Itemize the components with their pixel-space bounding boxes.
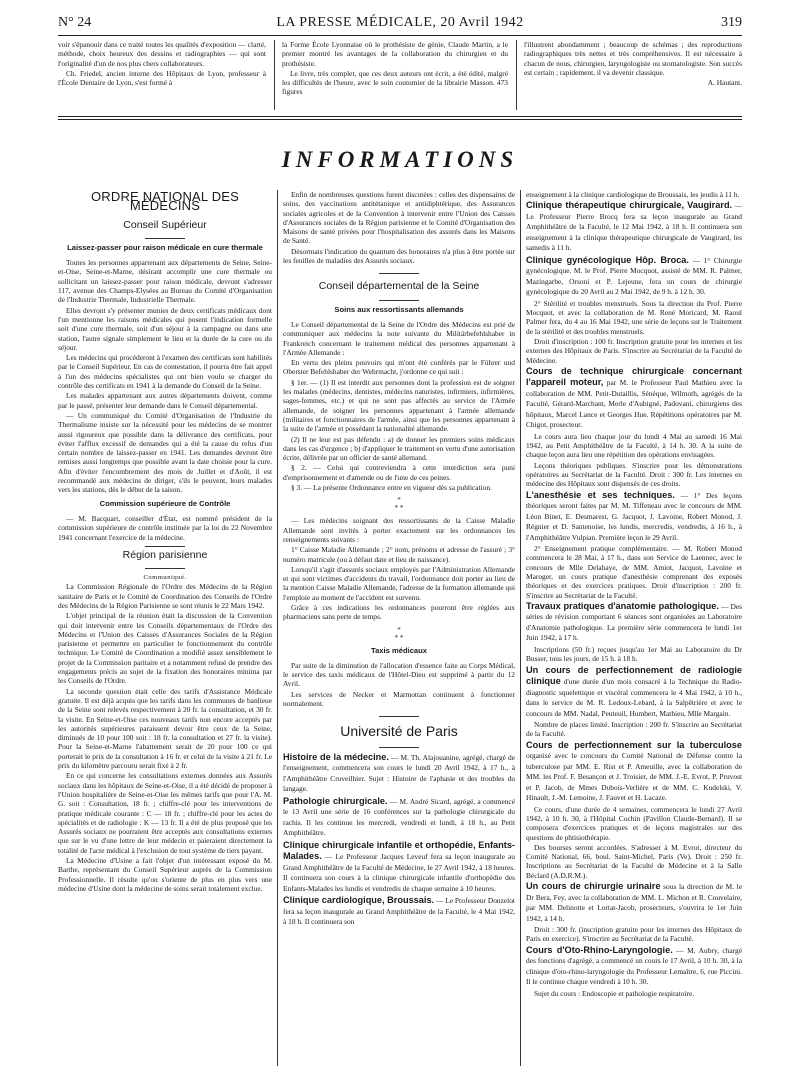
paragraph: 2° Enseignement pratique complémentaire. — M. Robert Monod commencera le 28 Mai, à 17 h., dans son Service de Laennec, avec le concours de Mlle Delahaye, de MM. Amiot, Jacquot, Lavoine et Maroger, un cours pratique d'anesthésie comprenant des exposés théoriques et des exercices pratiques. Droit d'inscription : 200 fr. S'inscrire au Secrétariat de la Faculté.: [526, 544, 742, 600]
paragraph: Droit d'inscription : 100 fr. Inscription gratuite pour les internes et les externes des Hôpitaux de Paris. S'inscrire au Secrétariat de la Faculté de Médecine.: [526, 336, 742, 365]
paragraph: — Un communiqué du Comité d'Organisation de l'Industrie du Thermalisme insiste sur la nécessité pour les médecins de se montrer aussi rigoureux que possible dans la délivrance des certificats, pour éviter l'afflux excessif de demandes qui a été la cause du refus d'un certain nombre de laissez-passer en 1941. Les demandes devront être remises aussi longtemps que possible avant la date choisie pour la cure. Afin d'éviter l'encombrement des mois de Juillet et d'Août, il est recommandé aux médecins de diriger, s'ils le peuvent, leurs malades vers les stations, dès le début de la saison.: [58, 410, 272, 495]
course-title: Un cours de chirurgie urinaire: [526, 881, 661, 891]
journal-title: LA PRESSE MÉDICALE, 20 Avril 1942: [276, 15, 524, 30]
course-text: — M. André Sicard, agrégé, a commencé le 13 Avril une série de 16 conférences sur la pathologie chirurgicale du rachis. Il les continue les mercredi, vendredi et lundi, à 18 h., au Petit Amphithéâtre.: [283, 796, 515, 838]
universite-heading: Université de Paris: [340, 723, 458, 740]
region-parisienne-heading: Région parisienne: [122, 548, 208, 561]
paragraph: Nombre de places limité. Inscription : 200 fr. S'inscrire au Secrétariat de la Faculté.: [526, 720, 742, 739]
course-title: Clinique gynécologique Hôp. Broca.: [526, 254, 689, 265]
course-title: Cours de perfectionnement sur la tuberculose: [526, 739, 742, 750]
course-title: L'anesthésie et ses techniques.: [526, 489, 675, 500]
paragraph: Les médecins qui procéderont à l'examen des certificats sont habilités par le Conseil Supérieur. En cas de contestation, il pourra être fait appel à l'un des médecins spécialistes qui ont bien voulu se charger du contrôle des certificats en 1941 à la demande du Conseil de la Seine.: [58, 353, 272, 391]
column-divider: [520, 190, 521, 1066]
separator-asterisks: * * *: [394, 625, 404, 642]
short-rule: [379, 716, 419, 717]
top-col-1-text-b: Ch. Friedel, ancien interne des Hôpitaux de Lyon, professeur à l'École Dentaire de Lyon, s'est formé à: [58, 68, 266, 88]
section-rule: [58, 116, 742, 117]
paragraph: Sujet du cours : Endoscopie et pathologie respiratoire.: [534, 988, 695, 998]
paragraph: Le cours aura lieu chaque jour du lundi 4 Mai au samedi 16 Mai 1942, au Petit Amphithéâtre de la Faculté, à 14 h. 30. A la suite de chaque leçon aura lieu une répétition des opérations envisagées.: [526, 431, 742, 460]
laissez-passer-heading: Laissez-passer pour raison médicale en cure thermale: [67, 242, 263, 252]
course-text: — 1° Des leçons théoriques seront faites par M. M. Tiffeneau avec le concours de MM. Léon Binet, E. Desmarest, G. Jacquot, J. Lavoine, Robert Monod, J. Régnier et D. Santenoise, les lundis, mercredis, vendredis, à 16 h., à l'Amphithéâtre Vulpian. Première leçon le 29 Avril.: [526, 490, 742, 542]
paragraph: Leçons théoriques publiques. S'inscrire pour les démonstrations opératoires au Secrétariat de la Faculté. Droit : 300 fr. Les internes en médecine des Hôpitaux sont dispensés de ces droits.: [526, 460, 742, 489]
course-title: Cours de technique chirurgicale concernant l'appareil moteur,: [526, 365, 742, 388]
paragraph: Les services de Necker et Marmottan continuent à fonctionner normalement.: [283, 689, 515, 709]
course-title: Un cours de perfectionnement de radiologie clinique: [526, 664, 742, 687]
course-text: — Des séries de révision comportant 6 séances sont organisées au Laboratoire d'Anatomie pathologique. La première série commencera le lundi 1er Juin 1942, à 17 h.: [526, 601, 742, 643]
course-title: Cours d'Oto-Rhino-Laryngologie.: [526, 944, 673, 955]
course-text: — Le Professeur Jacques Leveuf fera sa leçon inaugurale au Grand Amphithéâtre de la Faculté de Médecine, le 27 Avril 1942, à 18 heures. Il continuera son cours à la clinique chirurgicale infantile d'orthopédie des Enfants-Malades les lundis et vendredis de chaque semaine à 10 heures.: [283, 852, 515, 893]
separator-asterisks: * * *: [394, 496, 404, 513]
middle-column: [283, 190, 515, 1066]
taxis-heading: Taxis médicaux: [371, 645, 427, 655]
paragraph: Toutes les personnes appartenant aux départements de Seine, Seine-et-Oise, Seine-et-Marne, désirant accomplir une cure thermale ou sollicitant un laissez-passer pour raison médicale, devront s'adresser 117, avenue des Champs-Elysées au Bureau du Comité d'Organisation de l'Industrie Thermale, Industrielle Thermale.: [58, 258, 272, 305]
page-number: 319: [721, 15, 742, 30]
paragraph: Par suite de la diminution de l'allocation d'essence faite au Corps Médical, le service des taxis médicaux de l'Hôtel-Dieu est supprimé à partir du 12 Avril.: [283, 660, 515, 689]
conseil-superieur-heading: Conseil Supérieur: [123, 218, 207, 231]
course-text: d'une durée d'un mois consacré à la Technique du Radio-diagnostic squelettique et viscéral commencera le 4 Mai 1942, à 10 h., dans le service de M. R. Ledoux-Lebard, à la Salpêtrière et avec le concours de MM. Nadal, Peuteuil, Humbert, Mathieu, Mlle Margain.: [526, 677, 742, 718]
communique-label: Communiqué.: [143, 574, 187, 582]
paragraph: Désormais l'indication du quantum des honoraires n'a plus à être portée sur les feuilles de maladies des Assurés sociaux.: [283, 246, 515, 266]
paragraph: En vertu des pleins pouvoirs qui m'ont été conférés par le Führer und Oberster Befehlshaber der Wehrmacht, j'ordonne ce qui suit :: [283, 358, 515, 377]
column-divider: [277, 190, 278, 1066]
left-column: [58, 190, 272, 1066]
paragraph: La Médecine d'Usine a fait l'objet d'un intéressant exposé du M. Barthe, représentant du Conseil Supérieur auprès de la Commission Professionnelle. Il résulte qu'on s'oriente de plus en plus vers une médecine d'Usine dont la médecine de soins serait totalement exclue.: [58, 856, 272, 893]
paragraph: § 3. — La présente Ordonnance entre en vigueur dès sa publication.: [291, 483, 492, 493]
course-title: Clinique chirurgicale infantile et orthopédie, Enfants-Malades.: [283, 839, 515, 862]
course-text: — M. Aubry, chargé des fonctions d'agrégé, a commencé un cours le 17 Avril, à 10 h. 30, à la clinique d'oto-rhino-laryngologie du Professeur Lemaître, 6, rue Piccini. Il le continue chaque vendredi à 10 h. 30.: [526, 945, 742, 987]
paragraph: § 1er. — (1) Il est interdit aux personnes dont la profession est de soigner les malades (médecins, dentistes, médecins naturistes, infirmiers, infirmières, sages-femmes, etc.) et qui ne sont pas affectés au service de l'Armée allemande, de soigner les personnes appartenant à l'armée allemande (militaires et fonctionnaires de l'armée, ainsi que les personnes appartenant à la suite de l'armée et possédant la nationalité allemande.: [283, 377, 515, 434]
short-rule: [145, 238, 185, 239]
paragraph: La seconde question était celle des tarifs d'Assistance Médicale gratuite. Il est déjà acquis que les tarifs dans les communes de banlieue de la Seine sont relevés respectivement à 20 fr. la consultation, et 30 fr. la visite. En Seine-et-Oise ces nouveaux tarifs non encore acceptés par les autorités supérieures paraissent devoir être ceux de la Seine, diminués de 10 pour 100 soit : 18 fr. la consultation et 27 fr. la visite). Pour la Seine-et-Marne l'abattement serait de 20 pour 100 ce qui porterait le prix de la consultation à 16 fr. et celui de la visite à 21 fr. Le prix du kilomètre parcouru serait fixé à 2 fr.: [58, 686, 272, 771]
course-title: Pathologie chirurgicale.: [283, 795, 388, 806]
top-col-3: [524, 40, 742, 110]
paragraph: (2) Il ne leur est pas défendu : a) de donner les premiers soins médicaux dans les cas d'urgence ; b) d'appliquer le traitement en vertu d'une autorisation écrite, délivrée par un officier de santé allemand.: [283, 434, 515, 463]
short-rule: [145, 568, 185, 569]
paragraph: Ce cours, d'une durée de 4 semaines, commencera le lundi 27 Avril 1942, à 10 h. 30, à l'Hôpital Cochin (Pavillon Claude-Bernard). Il se composera d'exercices pratiques et de leçons magistrales sur des questions de phtisiothérapie.: [526, 804, 742, 842]
course-text: par M. le Professeur Paul Mathieu avec la collaboration de MM. Petit-Dutaillis, Sénèque, Wilmoth, agrégés de la Faculté, Gérard-Marchant, Merle d'Aubigné, Padovani, chirurgiens des hôpitaux, Marcel Lance et Georges Hue. Répétitions opératoires par M. Chigot, prosecteur.: [526, 378, 742, 430]
paragraph: Le Conseil départemental de la Seine de l'Ordre des Médecins est prié de communiquer aux médecins la note suivante du Militärbefehlshaber in Frankreich concernant le traitement médical des personnes appartenant à l'Armée Allemande :: [283, 319, 515, 357]
commission-heading: Commission supérieure de Contrôle: [99, 498, 231, 508]
paragraph: La Commission Régionale de l'Ordre des Médecins de la Région sanitaire de Paris et le Comité de Coordination des Conseils de l'Ordre des Médecins de la Région Parisienne se sont réunis le 22 Mars 1942.: [58, 582, 272, 610]
top-col-2-text: la Forme École Lyonnaise où le prothésiste de génie, Claude Martin, a le premier montré les avantages de la collaboration du chirurgien et du prothésiste.: [282, 40, 508, 68]
paragraph: — Les médecins soignant des ressortissants de la Caisse Maladie Allemande sont invités à porter exactement sur les ordonnances les renseignements suivants :: [283, 516, 515, 544]
soins-heading: Soins aux ressortissants allemands: [334, 304, 464, 314]
course-title: Travaux pratiques d'anatomie pathologique.: [526, 600, 719, 611]
page-header: [58, 13, 742, 33]
issue-number: N° 24: [58, 15, 92, 30]
course-text: — 1° Chirurgie gynécologique. M. le Prof. Pierre Mocquot, assisté de MM. R. Palmer, Mazingarbe, Orsoni et P. Lejeune, fera un cours de chirurgie gynécologique du 20 Avril au 2 Mai 1942, de 9 h. à 12 h. 30.: [526, 255, 742, 297]
ordre-heading: ORDRE NATIONAL DES MÉDECINS: [90, 190, 240, 214]
paragraph: Droit : 300 fr. (inscription gratuite pour les internes des Hôpitaux de Paris en exercice). S'inscrire au Secrétariat de la Faculté.: [526, 925, 742, 944]
right-column: [526, 190, 742, 1066]
course-text: organisé avec le concours du Comité National de Défense contre la tuberculose par MM. E. Rist et P. Ameuille, avec la collaboration de MM. les Prof. F. Besançon et J. Troisier, de MM. J.-E. Evrot, P. Pruvost et P. Jacob, de Mmes Dubois-Verlière et de MM. C. Kudelski, V. Hinault, J.-M. Lemoine, J. Fauvet et H. Lacaze.: [526, 751, 742, 803]
paragraph: Lorsqu'il s'agit d'assurés sociaux employés par l'Administration Allemande et qui sont victimes d'accidents du travail, l'ordonnance doit porter au lieu de la mention Caisse Maladie Allemande, l'adresse de la formation allemande qui l'emploie au moment de l'accident est survenu.: [283, 564, 515, 602]
short-rule: [379, 273, 419, 274]
column-divider: [274, 40, 275, 110]
top-col-1: [58, 40, 266, 110]
short-rule: [379, 300, 419, 301]
course-text: — Le Professeur Pierre Brocq fera sa leçon inaugurale au Grand Amphithéâtre de la Faculté, le 12 Mai 1942, à 18 h. Il continuera son enseignement à la clinique thérapeutique chirurgicale de Vaugirard, les samedis à 11 h.: [526, 201, 742, 253]
column-divider: [516, 40, 517, 110]
header-rule: [58, 35, 742, 36]
section-title: INFORMATIONS: [281, 147, 519, 172]
paragraph: Grâce à ces indications les ordonnances pourront être réglées aux pharmaciens sans perte de temps.: [283, 602, 515, 622]
course-text: sous la direction de M. le Dr Bera, Fey, avec la collaboration de MM. L. Michon et R. Couvelaire, par MM. Delinotte et Lortat-Jacob, prosecteurs, s'ouvrira le 1er Juin 1942, à 14 h.: [526, 882, 742, 923]
conseil-seine-heading: Conseil départemental de la Seine: [318, 280, 480, 293]
paragraph: Enfin de nombreuses questions furent discutées : celles des dispensaires de soins, des vaccinations antitétanique et antidiphtérique, des Assurances sociales agricoles et de la Convention à intervenir entre l'Union des Caisses d'Assurances sociales de la Région parisienne et le Comité d'Organisation des Maisons de santé privées pour l'hospitalisation des assurés dans les Maisons de Santé.: [283, 190, 515, 246]
paragraph: — M. Bacquart, conseiller d'État, est nommé président de la commission supérieure de contrôle instituée par la loi du 22 Novembre 1941 concernant l'exercice de la médecine.: [58, 513, 272, 542]
section-rule-double: [58, 119, 742, 120]
top-col-3-text: l'illustrent abondamment ; beaucoup de schémas ; des reproductions radiographiques très nettes et très compréhensives. Il est nécessaire à chacun de nous, chirurgien, laryngologiste ou stomatologiste. Son succès est certain ; rapidement, il va devenir classique.: [524, 40, 742, 77]
short-rule: [145, 546, 185, 547]
paragraph: 1° Caisse Maladie Allemande ; 2° nom, prénoms et adresse de l'assuré ; 3° numéro matricule (ou à défaut date et lieu de naissance).: [283, 545, 515, 564]
short-rule: [379, 747, 419, 748]
top-col-2: [282, 40, 508, 110]
signature: A. Hautant.: [707, 78, 742, 88]
paragraph: 2° Stérilité et troubles menstruels. Sous la direction du Prof. Pierre Mocquot, et avec la collaboration de M. René Moricard, M. Raoul Palmer fera, du 4 au 16 Mai 1942, une série de leçons sur le Traitement de la stérilité et des troubles menstruels.: [526, 298, 742, 336]
paragraph: § 2. — Celui qui contreviendra à cette interdiction sera puni d'emprisonnement et d'amende ou de l'une de ces peines.: [283, 463, 515, 482]
course-title: Clinique cardiologique, Broussais.: [283, 895, 435, 906]
top-col-1-text: voir s'épanouir dans ce traité toutes les qualités d'exposition — clarté, méthode, choix heureux des dessins et radiographies — qui sont l'originalité d'un de nos plus chers collaborateurs.: [58, 40, 266, 68]
paragraph: En ce qui concerne les consultations externes données aux Assurés sociaux dans les hôpitaux de Seine-et-Oise, il a été décidé de proposer à l'Union hospitalière de Seine-et-Oise les mêmes tarifs que pour l'A. M. G. soit : Consultation, 18 fr. ; chiffre-clé pour les interventions de pratique médicale courante : C — 18 fr. ; chiffre-clé pour les actes de spécialités et de radiologie : K — 13 fr. Il a été de plus proposé que les Assurés sociaux ne pourraient être acceptés aux consultations externes que sur le vu d'une lettre de leur médecin et paieraient directement la totalité de l'acte médical à l'exclusion de tout système de tiers payant.: [58, 771, 272, 855]
course-text: — M. Th. Alajouanine, agrégé, chargé de l'enseignement, commencera son cours le lundi 20 Avril 1942, à 17 h., à l'Amphithéâtre Cruveilhier. Sujet : Histoire de l'aphasie et des troubles du langage.: [283, 752, 515, 794]
course-title: Histoire de la médecine.: [283, 751, 389, 762]
paragraph: L'objet principal de la réunion était la discussion de la Convention qui doit intervenir entre les Conseils départementaux de l'Ordre des Médecins et l'Union des Caisses d'Assurances Sociales de la Région parisienne et permettre en particulier le fonctionnement du contrôle technique. Le Comité de Coordination a modifié assez sensiblement le projet de la Commission paritaire et a notamment refusé de prendre des engagements précis au sujet de la fixation des honoraires minima par les Conseils de l'Ordre.: [58, 611, 272, 686]
course-text: — Le Professeur Donzelot fera sa leçon inaugurale au Grand Amphithéâtre de la Faculté, le 4 Mai 1942, à 18 h. Il continuera son: [283, 896, 515, 927]
paragraph: Des bourses seront accordées. S'adresser à M. Evrot, directeur du Comité National, 66, boul. Saint-Michel, Paris (Ve). Droit : 250 fr. Inscriptions au Secrétariat de la Faculté de Médecine et à la Salle Béclard (A.D.R.M.).: [526, 842, 742, 880]
top-col-2-text-b: Le livre, très complet, que ces deux auteurs ont écrit, a été édité, malgré les difficultés de l'heure, avec le soin coutumier de la librairie Masson. 473 figures: [282, 68, 508, 97]
paragraph: enseignement à la clinique cardiologique de Broussais, les jeudis à 11 h.: [526, 190, 740, 199]
course-title: Clinique thérapeutique chirurgicale, Vaugirard.: [526, 200, 733, 211]
paragraph: Inscriptions (50 fr.) reçues jusqu'au 1er Mai au Laboratoire du Dr Busser, tous les jours, de 15 h. à 18 h.: [526, 644, 742, 664]
paragraph: Les malades appartenant aux autres départements doivent, comme par le passé, présenter leur demande dans le Conseil départemental.: [58, 391, 272, 410]
paragraph: Elles devront s'y présenter munies de deux certificats médicaux dont l'un mentionne les raisons médicales qui posent l'indication formelle soit d'une cure thermale, soit d'un séjour à la campagne ou dans une station, l'autre signale simplement le lieu et la durée de la cure ou du séjour.: [58, 305, 272, 352]
